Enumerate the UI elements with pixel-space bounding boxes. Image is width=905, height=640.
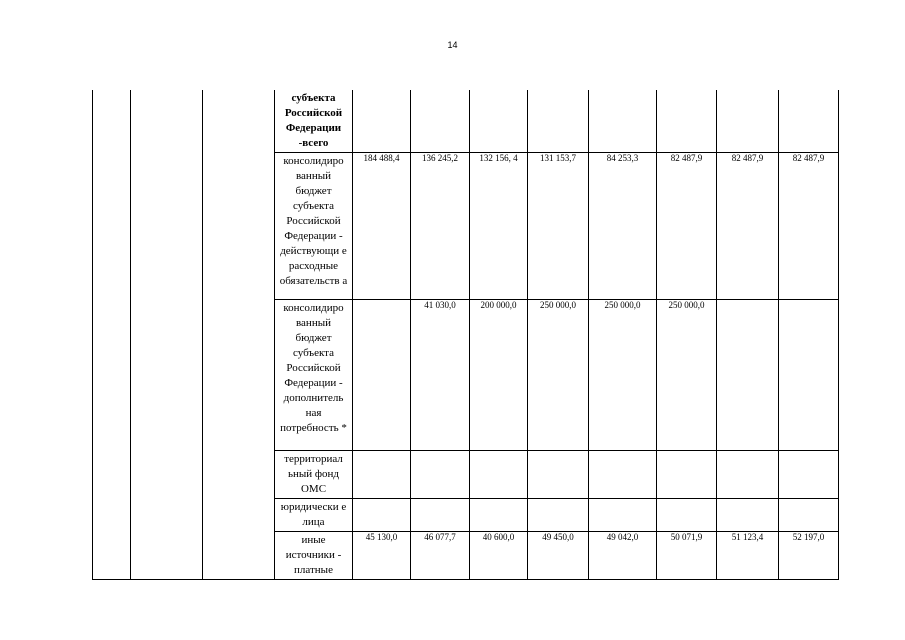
page-number: 14 xyxy=(447,40,458,50)
value-cell: 50 071,9 xyxy=(657,532,717,580)
value-cell: 132 156, 4 xyxy=(470,153,528,300)
budget-table xyxy=(92,90,839,580)
value-cell xyxy=(353,499,411,532)
value-cell xyxy=(528,499,589,532)
value-cell xyxy=(657,451,717,499)
value-cell xyxy=(470,90,528,153)
value-cell xyxy=(779,499,839,532)
value-cell: 136 245,2 xyxy=(411,153,470,300)
value-cell: 200 000,0 xyxy=(470,300,528,451)
row-label: субъекта Российской Федерации -всего xyxy=(275,90,353,153)
table-row xyxy=(93,90,839,153)
value-cell xyxy=(470,451,528,499)
value-cell xyxy=(717,451,779,499)
value-cell: 46 077,7 xyxy=(411,532,470,580)
value-cell xyxy=(717,499,779,532)
value-cell: 49 450,0 xyxy=(528,532,589,580)
value-cell: 52 197,0 xyxy=(779,532,839,580)
value-cell xyxy=(528,451,589,499)
row-label: территориал ьный фонд ОМС xyxy=(275,451,353,499)
value-cell xyxy=(411,499,470,532)
row-label: юридически е лица xyxy=(275,499,353,532)
row-label: консолидиро ванный бюджет субъекта Российской Федерации - дополнитель ная потребность * xyxy=(275,300,353,451)
value-cell: 45 130,0 xyxy=(353,532,411,580)
value-cell xyxy=(657,90,717,153)
value-cell xyxy=(528,90,589,153)
value-cell xyxy=(779,451,839,499)
value-cell xyxy=(353,451,411,499)
value-cell xyxy=(411,451,470,499)
value-cell xyxy=(353,300,411,451)
value-cell: 250 000,0 xyxy=(589,300,657,451)
value-cell: 41 030,0 xyxy=(411,300,470,451)
value-cell: 250 000,0 xyxy=(657,300,717,451)
value-cell xyxy=(779,300,839,451)
value-cell xyxy=(657,499,717,532)
value-cell: 40 600,0 xyxy=(470,532,528,580)
empty-cell-col1 xyxy=(93,90,131,580)
value-cell xyxy=(717,90,779,153)
value-cell xyxy=(589,499,657,532)
empty-cell-col2 xyxy=(131,90,203,580)
value-cell xyxy=(470,499,528,532)
row-label: консолидиро ванный бюджет субъекта Российской Федерации - действующи е расходные обязательств а xyxy=(275,153,353,300)
value-cell: 82 487,9 xyxy=(657,153,717,300)
value-cell: 84 253,3 xyxy=(589,153,657,300)
value-cell: 82 487,9 xyxy=(717,153,779,300)
value-cell: 184 488,4 xyxy=(353,153,411,300)
value-cell: 82 487,9 xyxy=(779,153,839,300)
empty-cell-col3 xyxy=(203,90,275,580)
value-cell: 250 000,0 xyxy=(528,300,589,451)
value-cell: 51 123,4 xyxy=(717,532,779,580)
value-cell xyxy=(589,90,657,153)
value-cell xyxy=(411,90,470,153)
value-cell: 49 042,0 xyxy=(589,532,657,580)
row-label: иные источники - платные xyxy=(275,532,353,580)
value-cell xyxy=(717,300,779,451)
value-cell xyxy=(353,90,411,153)
value-cell xyxy=(589,451,657,499)
value-cell: 131 153,7 xyxy=(528,153,589,300)
value-cell xyxy=(779,90,839,153)
